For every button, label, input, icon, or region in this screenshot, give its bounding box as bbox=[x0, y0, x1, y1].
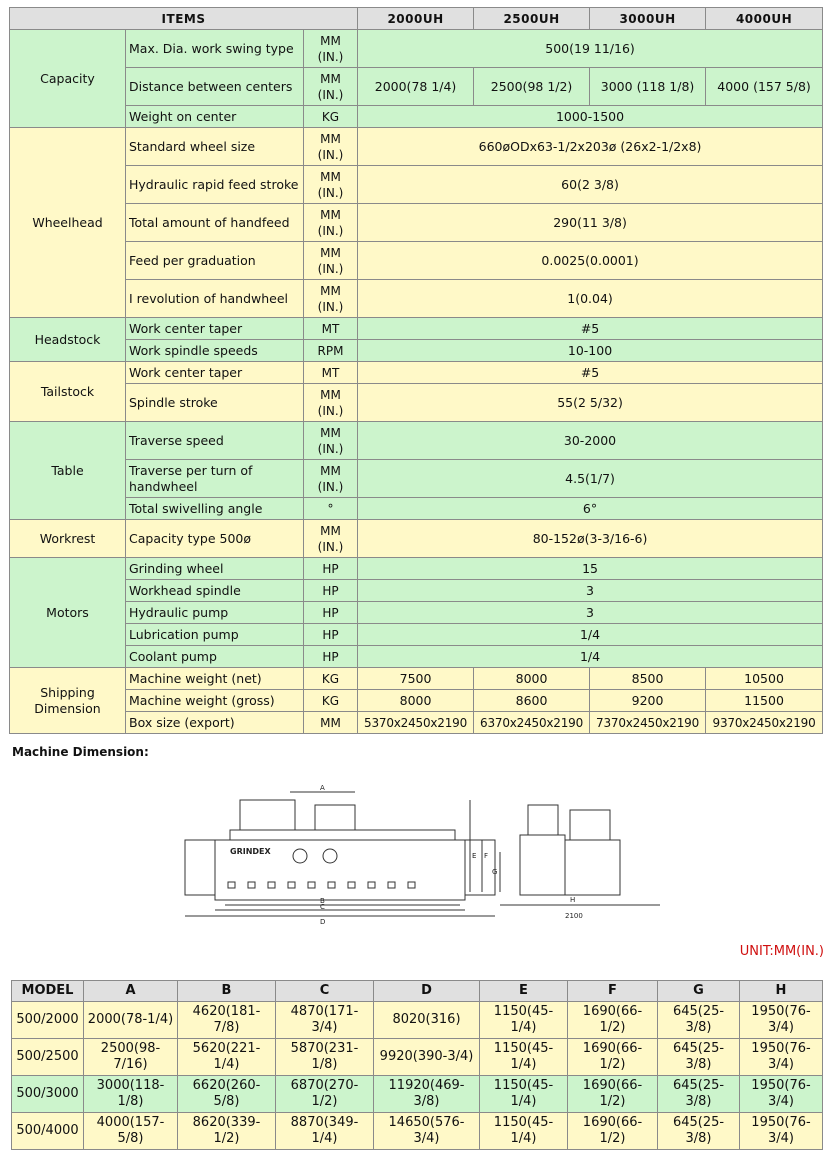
spec-row bbox=[10, 204, 823, 242]
item-unit: MM (IN.) bbox=[304, 422, 358, 460]
item-value: 8600 bbox=[474, 690, 590, 712]
spec-row bbox=[10, 106, 823, 128]
unit-label: UNIT:MM(IN.) bbox=[739, 944, 824, 959]
dim-cell: 1950(76-3/4) bbox=[740, 1113, 823, 1150]
item-value: 7500 bbox=[358, 668, 474, 690]
spec-row bbox=[10, 624, 823, 646]
model-header: 2000UH bbox=[358, 8, 474, 30]
item-value: 8500 bbox=[590, 668, 706, 690]
item-value: 1/4 bbox=[358, 646, 823, 668]
item-unit: MM (IN.) bbox=[304, 460, 358, 498]
dim-cell: 2000(78-1/4) bbox=[84, 1002, 178, 1039]
dim-cell: 1950(76-3/4) bbox=[740, 1039, 823, 1076]
item-name: Capacity type 500ø bbox=[126, 520, 304, 558]
item-unit: MM (IN.) bbox=[304, 166, 358, 204]
spec-row bbox=[10, 690, 823, 712]
item-unit: ° bbox=[304, 498, 358, 520]
item-value: 7370x2450x2190 bbox=[590, 712, 706, 734]
item-unit: MM (IN.) bbox=[304, 30, 358, 68]
dim-header: C bbox=[276, 981, 374, 1002]
brand-label: GRINDEX bbox=[230, 847, 271, 856]
spec-row bbox=[10, 668, 823, 690]
item-name: Traverse speed bbox=[126, 422, 304, 460]
item-unit: KG bbox=[304, 690, 358, 712]
table-row bbox=[12, 1076, 823, 1113]
dim-header: D bbox=[374, 981, 480, 1002]
item-unit: MM (IN.) bbox=[304, 384, 358, 422]
section-label-capacity: Capacity bbox=[10, 30, 126, 128]
spec-row bbox=[10, 384, 823, 422]
spec-row bbox=[10, 280, 823, 318]
item-name: Lubrication pump bbox=[126, 624, 304, 646]
dim-cell: 500/3000 bbox=[12, 1076, 84, 1113]
spec-row bbox=[10, 602, 823, 624]
item-unit: KG bbox=[304, 106, 358, 128]
item-value: 1000-1500 bbox=[358, 106, 823, 128]
dim-header: F bbox=[568, 981, 658, 1002]
dim-label-c: C bbox=[320, 903, 325, 911]
dimension-header-row bbox=[12, 981, 823, 1002]
dim-cell: 1150(45-1/4) bbox=[480, 1113, 568, 1150]
item-name: Work spindle speeds bbox=[126, 340, 304, 362]
item-unit: HP bbox=[304, 602, 358, 624]
item-value: 3 bbox=[358, 602, 823, 624]
dim-header: A bbox=[84, 981, 178, 1002]
section-label-tailstock: Tailstock bbox=[10, 362, 126, 422]
item-name: Total amount of handfeed bbox=[126, 204, 304, 242]
dim-label-f: F bbox=[484, 852, 489, 860]
item-unit: HP bbox=[304, 558, 358, 580]
spec-row bbox=[10, 520, 823, 558]
item-name: Traverse per turn of handwheel bbox=[126, 460, 304, 498]
item-value: 2500(98 1/2) bbox=[474, 68, 590, 106]
item-value: 60(2 3/8) bbox=[358, 166, 823, 204]
item-name: I revolution of handwheel bbox=[126, 280, 304, 318]
section-label-shipping: Shipping Dimension bbox=[10, 668, 126, 734]
dim-cell: 8620(339-1/2) bbox=[178, 1113, 276, 1150]
dim-label-h: H bbox=[570, 896, 576, 904]
dim-cell: 6870(270-1/2) bbox=[276, 1076, 374, 1113]
dim-header: E bbox=[480, 981, 568, 1002]
dim-cell: 11920(469-3/8) bbox=[374, 1076, 480, 1113]
table-row bbox=[12, 1113, 823, 1150]
dim-cell: 1950(76-3/4) bbox=[740, 1076, 823, 1113]
item-value: 15 bbox=[358, 558, 823, 580]
table-row bbox=[12, 1039, 823, 1076]
item-value: 30-2000 bbox=[358, 422, 823, 460]
item-value: #5 bbox=[358, 318, 823, 340]
dim-label-width: 2100 bbox=[565, 912, 583, 920]
item-value: 0.0025(0.0001) bbox=[358, 242, 823, 280]
item-name: Grinding wheel bbox=[126, 558, 304, 580]
dim-cell: 4620(181-7/8) bbox=[178, 1002, 276, 1039]
item-value: 9200 bbox=[590, 690, 706, 712]
dim-cell: 1150(45-1/4) bbox=[480, 1039, 568, 1076]
dim-cell: 1690(66-1/2) bbox=[568, 1076, 658, 1113]
dim-cell: 4870(171-3/4) bbox=[276, 1002, 374, 1039]
items-header: ITEMS bbox=[10, 8, 358, 30]
spec-row bbox=[10, 580, 823, 602]
item-name: Distance between centers bbox=[126, 68, 304, 106]
dim-cell: 500/4000 bbox=[12, 1113, 84, 1150]
dim-cell: 1690(66-1/2) bbox=[568, 1113, 658, 1150]
item-value: 8000 bbox=[474, 668, 590, 690]
dim-cell: 500/2500 bbox=[12, 1039, 84, 1076]
dim-label-e: E bbox=[472, 852, 477, 860]
item-name: Work center taper bbox=[126, 362, 304, 384]
spec-row bbox=[10, 422, 823, 460]
item-value: 290(11 3/8) bbox=[358, 204, 823, 242]
dim-cell: 8870(349-1/4) bbox=[276, 1113, 374, 1150]
item-value: 4000 (157 5/8) bbox=[706, 68, 823, 106]
item-value: 1(0.04) bbox=[358, 280, 823, 318]
item-name: Max. Dia. work swing type bbox=[126, 30, 304, 68]
item-unit: RPM bbox=[304, 340, 358, 362]
item-unit: HP bbox=[304, 580, 358, 602]
spec-row bbox=[10, 242, 823, 280]
item-value: 6370x2450x2190 bbox=[474, 712, 590, 734]
item-unit: KG bbox=[304, 668, 358, 690]
spec-row bbox=[10, 460, 823, 498]
model-header: 3000UH bbox=[590, 8, 706, 30]
item-unit: MM (IN.) bbox=[304, 520, 358, 558]
item-unit: MM (IN.) bbox=[304, 128, 358, 166]
table-row bbox=[12, 1002, 823, 1039]
dim-cell: 4000(157-5/8) bbox=[84, 1113, 178, 1150]
item-value: 11500 bbox=[706, 690, 823, 712]
item-value: 3 bbox=[358, 580, 823, 602]
item-value: 6° bbox=[358, 498, 823, 520]
item-value: 9370x2450x2190 bbox=[706, 712, 823, 734]
specification-table bbox=[9, 7, 823, 734]
item-value: 660øODx63-1/2x203ø (26x2-1/2x8) bbox=[358, 128, 823, 166]
dim-cell: 9920(390-3/4) bbox=[374, 1039, 480, 1076]
item-name: Hydraulic pump bbox=[126, 602, 304, 624]
dim-label-d: D bbox=[320, 918, 326, 926]
machine-dimension-title: Machine Dimension: bbox=[12, 745, 149, 759]
dim-cell: 645(25-3/8) bbox=[658, 1076, 740, 1113]
item-name: Workhead spindle bbox=[126, 580, 304, 602]
item-value: 4.5(1/7) bbox=[358, 460, 823, 498]
dim-cell: 3000(118-1/8) bbox=[84, 1076, 178, 1113]
spec-row bbox=[10, 340, 823, 362]
item-unit: HP bbox=[304, 646, 358, 668]
section-label-table: Table bbox=[10, 422, 126, 520]
spec-row bbox=[10, 128, 823, 166]
item-value: 55(2 5/32) bbox=[358, 384, 823, 422]
dim-cell: 1950(76-3/4) bbox=[740, 1002, 823, 1039]
item-value: 5370x2450x2190 bbox=[358, 712, 474, 734]
section-label-motors: Motors bbox=[10, 558, 126, 668]
item-name: Total swivelling angle bbox=[126, 498, 304, 520]
item-unit: MM (IN.) bbox=[304, 204, 358, 242]
dim-cell: 1690(66-1/2) bbox=[568, 1039, 658, 1076]
spec-row bbox=[10, 498, 823, 520]
item-value: 8000 bbox=[358, 690, 474, 712]
dim-cell: 1690(66-1/2) bbox=[568, 1002, 658, 1039]
dim-cell: 1150(45-1/4) bbox=[480, 1076, 568, 1113]
item-unit: MT bbox=[304, 318, 358, 340]
dimension-table bbox=[11, 980, 823, 1150]
item-name: Work center taper bbox=[126, 318, 304, 340]
dim-cell: 500/2000 bbox=[12, 1002, 84, 1039]
item-value: 1/4 bbox=[358, 624, 823, 646]
dim-header: H bbox=[740, 981, 823, 1002]
dim-label-g: G bbox=[492, 868, 498, 876]
item-name: Box size (export) bbox=[126, 712, 304, 734]
item-name: Weight on center bbox=[126, 106, 304, 128]
dim-cell: 6620(260-5/8) bbox=[178, 1076, 276, 1113]
spec-row bbox=[10, 712, 823, 734]
item-unit: MM (IN.) bbox=[304, 280, 358, 318]
spec-row bbox=[10, 362, 823, 384]
item-value: #5 bbox=[358, 362, 823, 384]
spec-header-row bbox=[10, 8, 823, 30]
item-name: Hydraulic rapid feed stroke bbox=[126, 166, 304, 204]
item-value: 10500 bbox=[706, 668, 823, 690]
item-name: Standard wheel size bbox=[126, 128, 304, 166]
model-header: 4000UH bbox=[706, 8, 823, 30]
item-name: Machine weight (gross) bbox=[126, 690, 304, 712]
dim-cell: 645(25-3/8) bbox=[658, 1002, 740, 1039]
dim-cell: 645(25-3/8) bbox=[658, 1113, 740, 1150]
section-label-workrest: Workrest bbox=[10, 520, 126, 558]
dim-cell: 5870(231-1/8) bbox=[276, 1039, 374, 1076]
spec-row bbox=[10, 30, 823, 68]
item-unit: MM (IN.) bbox=[304, 242, 358, 280]
dim-cell: 14650(576-3/4) bbox=[374, 1113, 480, 1150]
item-value: 3000 (118 1/8) bbox=[590, 68, 706, 106]
dim-cell: 2500(98-7/16) bbox=[84, 1039, 178, 1076]
dim-cell: 645(25-3/8) bbox=[658, 1039, 740, 1076]
item-unit: MT bbox=[304, 362, 358, 384]
model-header: 2500UH bbox=[474, 8, 590, 30]
item-name: Machine weight (net) bbox=[126, 668, 304, 690]
spec-row bbox=[10, 646, 823, 668]
item-unit: MM (IN.) bbox=[304, 68, 358, 106]
section-label-wheelhead: Wheelhead bbox=[10, 128, 126, 318]
item-name: Spindle stroke bbox=[126, 384, 304, 422]
item-value: 80-152ø(3-3/16-6) bbox=[358, 520, 823, 558]
item-value: 500(19 11/16) bbox=[358, 30, 823, 68]
spec-row bbox=[10, 68, 823, 106]
spec-row bbox=[10, 318, 823, 340]
dim-cell: 8020(316) bbox=[374, 1002, 480, 1039]
machine-dimension-drawing bbox=[170, 780, 670, 930]
item-value: 10-100 bbox=[358, 340, 823, 362]
dim-header: MODEL bbox=[12, 981, 84, 1002]
dim-cell: 5620(221-1/4) bbox=[178, 1039, 276, 1076]
item-name: Feed per graduation bbox=[126, 242, 304, 280]
item-value: 2000(78 1/4) bbox=[358, 68, 474, 106]
item-unit: HP bbox=[304, 624, 358, 646]
item-unit: MM bbox=[304, 712, 358, 734]
spec-row bbox=[10, 558, 823, 580]
dim-header: B bbox=[178, 981, 276, 1002]
spec-row bbox=[10, 166, 823, 204]
section-label-headstock: Headstock bbox=[10, 318, 126, 362]
dim-label-b: B bbox=[320, 897, 325, 905]
dim-cell: 1150(45-1/4) bbox=[480, 1002, 568, 1039]
dim-label-a: A bbox=[320, 784, 325, 792]
dim-header: G bbox=[658, 981, 740, 1002]
item-name: Coolant pump bbox=[126, 646, 304, 668]
